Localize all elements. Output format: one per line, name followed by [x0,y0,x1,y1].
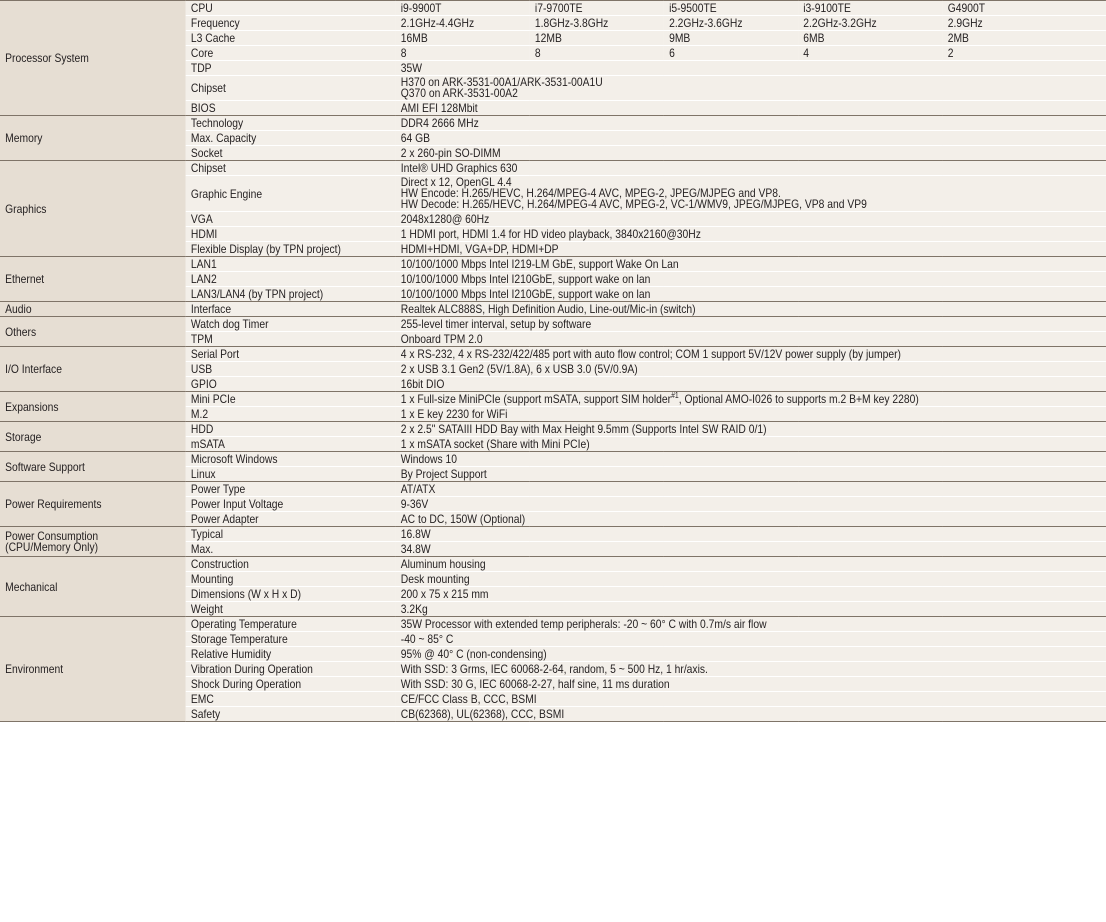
spec-value [396,257,1106,272]
spec-label: Frequency [186,16,396,31]
spec-value-text: 1 x mSATA socket (Share with Mini PCIe) [400,437,590,451]
spec-row-software-support [0,452,1106,467]
spec-value-text: By Project Support [400,467,487,481]
spec-value [396,76,1106,101]
spec-value-text: DDR4 2666 MHz [400,116,479,130]
spec-label: Socket [186,146,396,161]
spec-value-col-1: 16MB [396,31,530,46]
section-heading-others [0,317,186,347]
spec-row-environment [0,617,1106,632]
section-heading-power-requirements [0,482,186,527]
spec-value [396,452,1106,467]
spec-label: Power Input Voltage [186,497,396,512]
section-heading-text: Processor System [5,51,89,65]
spec-label: Mounting [186,572,396,587]
spec-label: BIOS [186,101,396,116]
section-heading-text: Expansions [5,399,59,414]
spec-label: HDMI [186,227,396,242]
specifications-table-body [0,1,1106,722]
spec-value-text: Intel® UHD Graphics 630 [400,161,518,175]
section-heading-software-support [0,452,186,482]
spec-row-expansions [0,392,1106,407]
spec-label: TPM [186,332,396,347]
spec-label: VGA [186,212,396,227]
spec-value-text: Windows 10 [400,452,457,466]
spec-value-text: Aluminum housing [400,557,486,571]
spec-value-text: 16.8W [400,527,431,541]
spec-value-text: Direct x 12, OpenGL 4.4 HW Encode: H.265/HEVC, H.264/MPEG-4 AVC, MPEG-2, JPEG/MJPEG and VP8. HW Decode: H.265/HEVC, H.264/MPEG-4 AVC, MPEG-2, VC-1/WMV9, JPEG/MJPEG, VP8 and VP9 [400,175,867,211]
spec-value [396,287,1106,302]
spec-value-text: 35W Processor with extended temp peripherals: -20 ~ 60° C with 0.7m/s air flow [400,617,767,631]
spec-value [396,332,1106,347]
spec-label: CPU [186,1,396,16]
spec-value [396,617,1106,632]
spec-value-text: CE/FCC Class B, CCC, BSMI [400,692,537,706]
spec-label: Interface [186,302,396,317]
section-heading-mechanical [0,557,186,617]
spec-label: Power Type [186,482,396,497]
section-heading-environment [0,617,186,722]
spec-row-processor-system [0,1,1106,16]
spec-value [396,677,1106,692]
spec-value-col-4: i3-9100TE [798,1,942,16]
spec-value-text: 64 GB [400,131,431,145]
spec-value-text: 255-level timer interval, setup by software [400,317,592,331]
spec-label: Vibration During Operation [186,662,396,677]
spec-value-text: 1 x E key 2230 for WiFi [400,407,508,421]
spec-value-text: With SSD: 30 G, IEC 60068-2-27, half sine, 11 ms duration [400,677,670,691]
section-heading-text: Graphics [5,201,47,216]
spec-value-text: Realtek ALC888S, High Definition Audio, Line-out/Mic-in (switch) [400,302,696,316]
spec-value-col-5: 2 [943,46,1106,61]
spec-label: Chipset [186,161,396,176]
spec-label: Power Adapter [186,512,396,527]
spec-value-col-3: 6 [664,46,798,61]
spec-label: Shock During Operation [186,677,396,692]
spec-value-col-3: 2.2GHz-3.6GHz [664,16,798,31]
spec-value-col-1: 8 [396,46,530,61]
spec-value-col-1: 2.1GHz-4.4GHz [396,16,530,31]
spec-value [396,692,1106,707]
spec-value [396,116,1106,131]
spec-value [396,437,1106,452]
spec-label: M.2 [186,407,396,422]
section-heading-ethernet [0,257,186,302]
spec-value-col-3: 9MB [664,31,798,46]
spec-label: Max. [186,542,396,557]
spec-value [396,602,1106,617]
spec-value-text: 2 x USB 3.1 Gen2 (5V/1.8A), 6 x USB 3.0 (5V/0.9A) [400,362,638,376]
spec-value [396,302,1106,317]
spec-label: Chipset [186,76,396,101]
spec-label: EMC [186,692,396,707]
spec-value-col-5: 2MB [943,31,1106,46]
spec-value-text: 9-36V [400,497,429,511]
spec-label: Technology [186,116,396,131]
spec-value-col-2: 12MB [530,31,664,46]
spec-value [396,317,1106,332]
spec-value-text: -40 ~ 85° C [400,632,454,646]
spec-value-col-4: 4 [798,46,942,61]
spec-value [396,242,1106,257]
spec-value [396,131,1106,146]
spec-row-memory [0,116,1106,131]
spec-row-graphics [0,161,1106,176]
spec-label: USB [186,362,396,377]
spec-label: HDD [186,422,396,437]
spec-value-col-5: G4900T [943,1,1106,16]
section-heading-processor-system [0,1,186,116]
spec-value [396,176,1106,212]
spec-value [396,497,1106,512]
section-heading-text: I/O Interface [5,362,62,376]
spec-label: Safety [186,707,396,722]
spec-value [396,377,1106,392]
spec-row-ethernet [0,257,1106,272]
spec-value [396,662,1106,677]
spec-value [396,707,1106,722]
spec-value-text: 16bit DIO [400,377,445,391]
spec-value [396,467,1106,482]
spec-value-col-4: 2.2GHz-3.2GHz [798,16,942,31]
spec-value [396,61,1106,76]
spec-label: Mini PCIe [186,392,396,407]
spec-label: Relative Humidity [186,647,396,662]
spec-label: LAN2 [186,272,396,287]
spec-row-power-consumption-cpu-memory-only [0,527,1106,542]
spec-label: L3 Cache [186,31,396,46]
section-heading-text: Mechanical [5,579,58,594]
spec-value [396,647,1106,662]
spec-value-text: 3.2Kg [400,602,428,616]
spec-value-text: 4 x RS-232, 4 x RS-232/422/485 port with auto flow control; COM 1 support 5V/12V power supply (by jumper) [400,347,901,361]
spec-value-text: 34.8W [400,542,431,556]
spec-value-text: 35W [400,61,422,75]
section-heading-expansions [0,392,186,422]
spec-label: Construction [186,557,396,572]
spec-value-col-2: i7-9700TE [530,1,664,16]
section-heading-power-consumption-cpu-memory-only [0,527,186,557]
spec-label: Watch dog Timer [186,317,396,332]
spec-value-col-3: i5-9500TE [664,1,798,16]
spec-label: Storage Temperature [186,632,396,647]
spec-label: LAN3/LAN4 (by TPN project) [186,287,396,302]
spec-value [396,161,1106,176]
spec-value-text: 2 x 260-pin SO-DIMM [400,146,501,160]
section-heading-memory [0,116,186,161]
spec-value-text: Onboard TPM 2.0 [400,332,483,346]
spec-label: Typical [186,527,396,542]
spec-row-mechanical [0,557,1106,572]
spec-value-col-2: 8 [530,46,664,61]
spec-label: TDP [186,61,396,76]
spec-label: Graphic Engine [186,176,396,212]
spec-value [396,362,1106,377]
spec-value-text: 95% @ 40° C (non-condensing) [400,647,547,661]
section-heading-text: Power Consumption (CPU/Memory Only) [5,528,99,554]
spec-value-col-1: i9-9900T [396,1,530,16]
section-heading-graphics [0,161,186,257]
spec-value-text: 1 x Full-size MiniPCIe (support mSATA, support SIM holder [400,392,672,406]
spec-value [396,392,1106,407]
spec-label: mSATA [186,437,396,452]
spec-label: Flexible Display (by TPN project) [186,242,396,257]
spec-value-text: 10/100/1000 Mbps Intel I219-LM GbE, support Wake On Lan [400,257,679,271]
spec-value [396,407,1106,422]
spec-value [396,101,1106,116]
spec-value [396,587,1106,602]
section-heading-text: Audio [5,302,32,316]
spec-value [396,542,1106,557]
spec-value [396,557,1106,572]
spec-row-audio [0,302,1106,317]
spec-value [396,527,1106,542]
spec-value [396,347,1106,362]
spec-value [396,227,1106,242]
spec-value-text: 200 x 75 x 215 mm [400,587,489,601]
spec-value-text: 1 HDMI port, HDMI 1.4 for HD video playback, 3840x2160@30Hz [400,227,701,241]
spec-value-text: 10/100/1000 Mbps Intel I210GbE, support wake on lan [400,272,651,286]
spec-value-text: 10/100/1000 Mbps Intel I210GbE, support wake on lan [400,287,651,301]
section-heading-text: Ethernet [5,272,45,286]
section-heading-i-o-interface [0,347,186,392]
spec-value-text: With SSD: 3 Grms, IEC 60068-2-64, random, 5 ~ 500 Hz, 1 hr/axis. [400,662,708,676]
spec-value-col-5: 2.9GHz [943,16,1106,31]
footnote-marker: #1 [671,391,679,400]
spec-label: GPIO [186,377,396,392]
spec-value [396,422,1106,437]
spec-value-col-2: 1.8GHz-3.8GHz [530,16,664,31]
section-heading-text: Power Requirements [5,497,102,511]
spec-value-text: 2 x 2.5" SATAIII HDD Bay with Max Height 9.5mm (Supports Intel SW RAID 0/1) [400,422,767,436]
spec-label: LAN1 [186,257,396,272]
spec-value-text: 2048x1280@ 60Hz [400,212,490,226]
spec-value [396,572,1106,587]
spec-value [396,212,1106,227]
spec-value-text: CB(62368), UL(62368), CCC, BSMI [400,707,565,721]
section-heading-text: Storage [5,429,42,444]
spec-value [396,272,1106,287]
spec-label: Operating Temperature [186,617,396,632]
spec-value [396,632,1106,647]
spec-value-text: Desk mounting [400,572,470,586]
section-heading-audio [0,302,186,317]
spec-value-text: AT/ATX [400,482,436,496]
spec-label: Linux [186,467,396,482]
section-heading-text: Memory [5,131,43,145]
spec-label: Dimensions (W x H x D) [186,587,396,602]
spec-label: Max. Capacity [186,131,396,146]
spec-label: Microsoft Windows [186,452,396,467]
spec-value-text: H370 on ARK-3531-00A1/ARK-3531-00A1U Q370 on ARK-3531-00A2 [400,75,603,100]
spec-row-others [0,317,1106,332]
spec-value-text: AC to DC, 150W (Optional) [400,512,526,526]
spec-value-text: AMI EFI 128Mbit [400,101,478,115]
section-heading-text: Others [5,324,37,339]
spec-row-power-requirements [0,482,1106,497]
spec-row-i-o-interface [0,347,1106,362]
section-heading-storage [0,422,186,452]
section-heading-text: Software Support [5,459,85,474]
spec-value [396,512,1106,527]
spec-value [396,482,1106,497]
spec-label: Serial Port [186,347,396,362]
section-heading-text: Environment [5,662,64,676]
spec-row-storage [0,422,1106,437]
spec-value-text: HDMI+HDMI, VGA+DP, HDMI+DP [400,242,559,256]
spec-label: Weight [186,602,396,617]
spec-value [396,146,1106,161]
spec-value-text-continued: , Optional AMO-I026 to supports m.2 B+M key 2280) [678,392,919,406]
spec-label: Core [186,46,396,61]
spec-value-col-4: 6MB [798,31,942,46]
